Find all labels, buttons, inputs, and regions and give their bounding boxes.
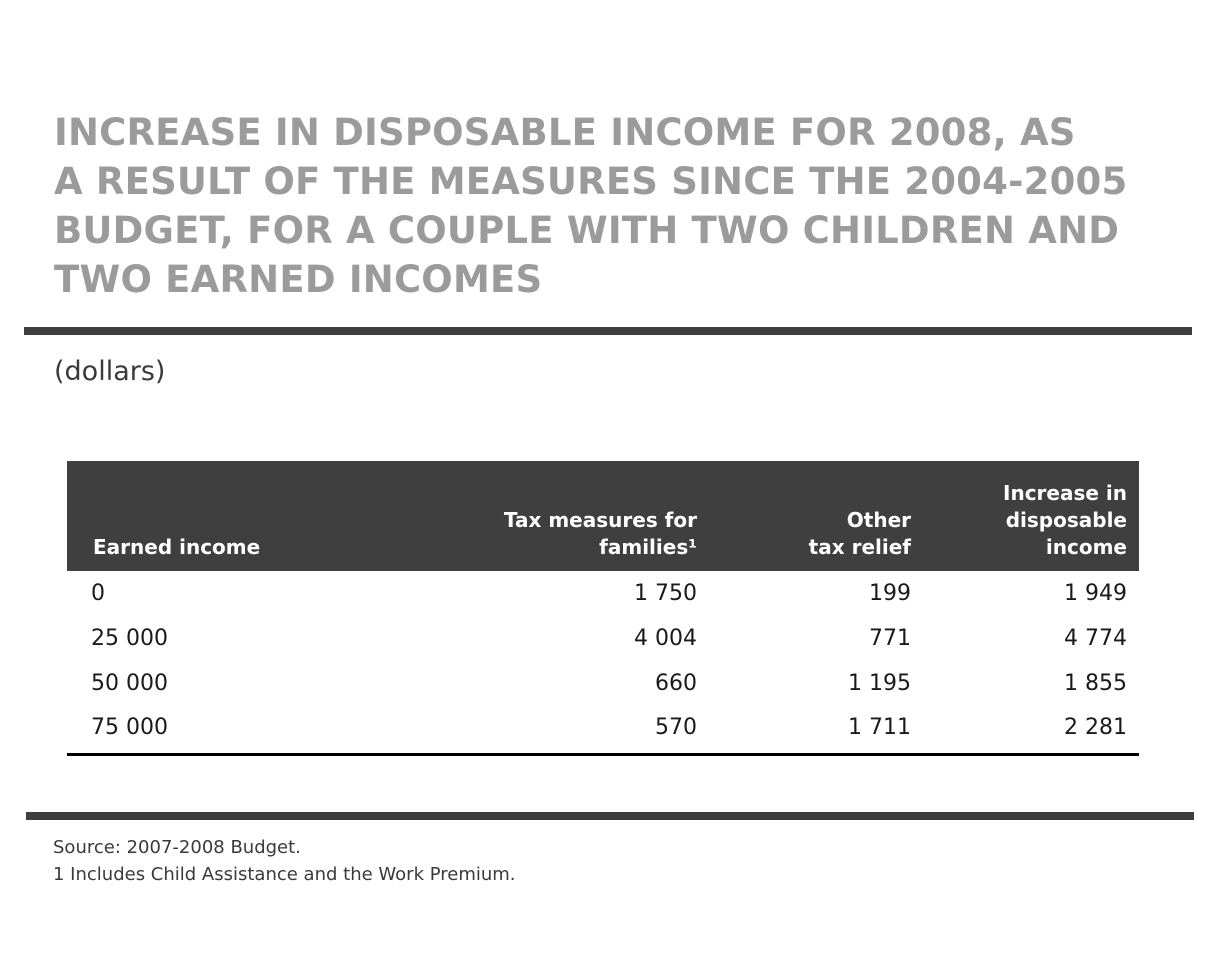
cell-increase: 1 949 [1064,581,1127,606]
cell-other-tax-relief: 1 195 [848,671,911,696]
cell-increase: 1 855 [1064,671,1127,696]
title-line: TWO EARNED INCOMES [54,258,543,301]
cell-other-tax-relief: 771 [869,626,911,651]
table-row [67,616,1139,661]
title-line: INCREASE IN DISPOSABLE INCOME FOR 2008, AS [54,111,1076,154]
header-tax-measures: Tax measures for families¹ [397,461,709,571]
title-line: A RESULT OF THE MEASURES SINCE THE 2004-2005 [54,160,1128,203]
income-table [67,461,1139,756]
cell-tax-measures: 570 [397,706,709,754]
top-divider [24,327,1192,335]
source-note: Source: 2007-2008 Budget. [53,837,301,858]
cell-tax-measures: 4 004 [634,626,697,651]
footnote-1: 1 Includes Child Assistance and the Work Premium. [53,864,516,885]
cell-earned-income: 75 000 [67,706,397,754]
cell-earned-income: 50 000 [91,671,168,696]
cell-increase: 2 281 [923,706,1139,754]
cell-earned-income: 0 [91,581,105,606]
table-body [67,571,1139,754]
table-row [67,571,1139,616]
cell-other-tax-relief: 199 [869,581,911,606]
cell-tax-measures: 660 [655,671,697,696]
header-earned-income: Earned income [67,461,397,571]
header-other-tax-relief: Other tax relief [709,461,923,571]
header-increase-disposable-income: Increase in disposable income [923,461,1139,571]
footnotes [53,834,516,888]
table-header [67,461,1139,571]
bottom-divider [26,812,1194,820]
page-title [54,108,1214,304]
title-line: BUDGET, FOR A COUPLE WITH TWO CHILDREN AND [54,209,1120,252]
unit-label: (dollars) [54,356,166,387]
header-row [67,461,1139,571]
cell-earned-income: 25 000 [91,626,168,651]
table-row [67,661,1139,706]
cell-increase: 4 774 [1064,626,1127,651]
cell-other-tax-relief: 1 711 [709,706,923,754]
cell-tax-measures: 1 750 [634,581,697,606]
table-row [67,706,1139,754]
